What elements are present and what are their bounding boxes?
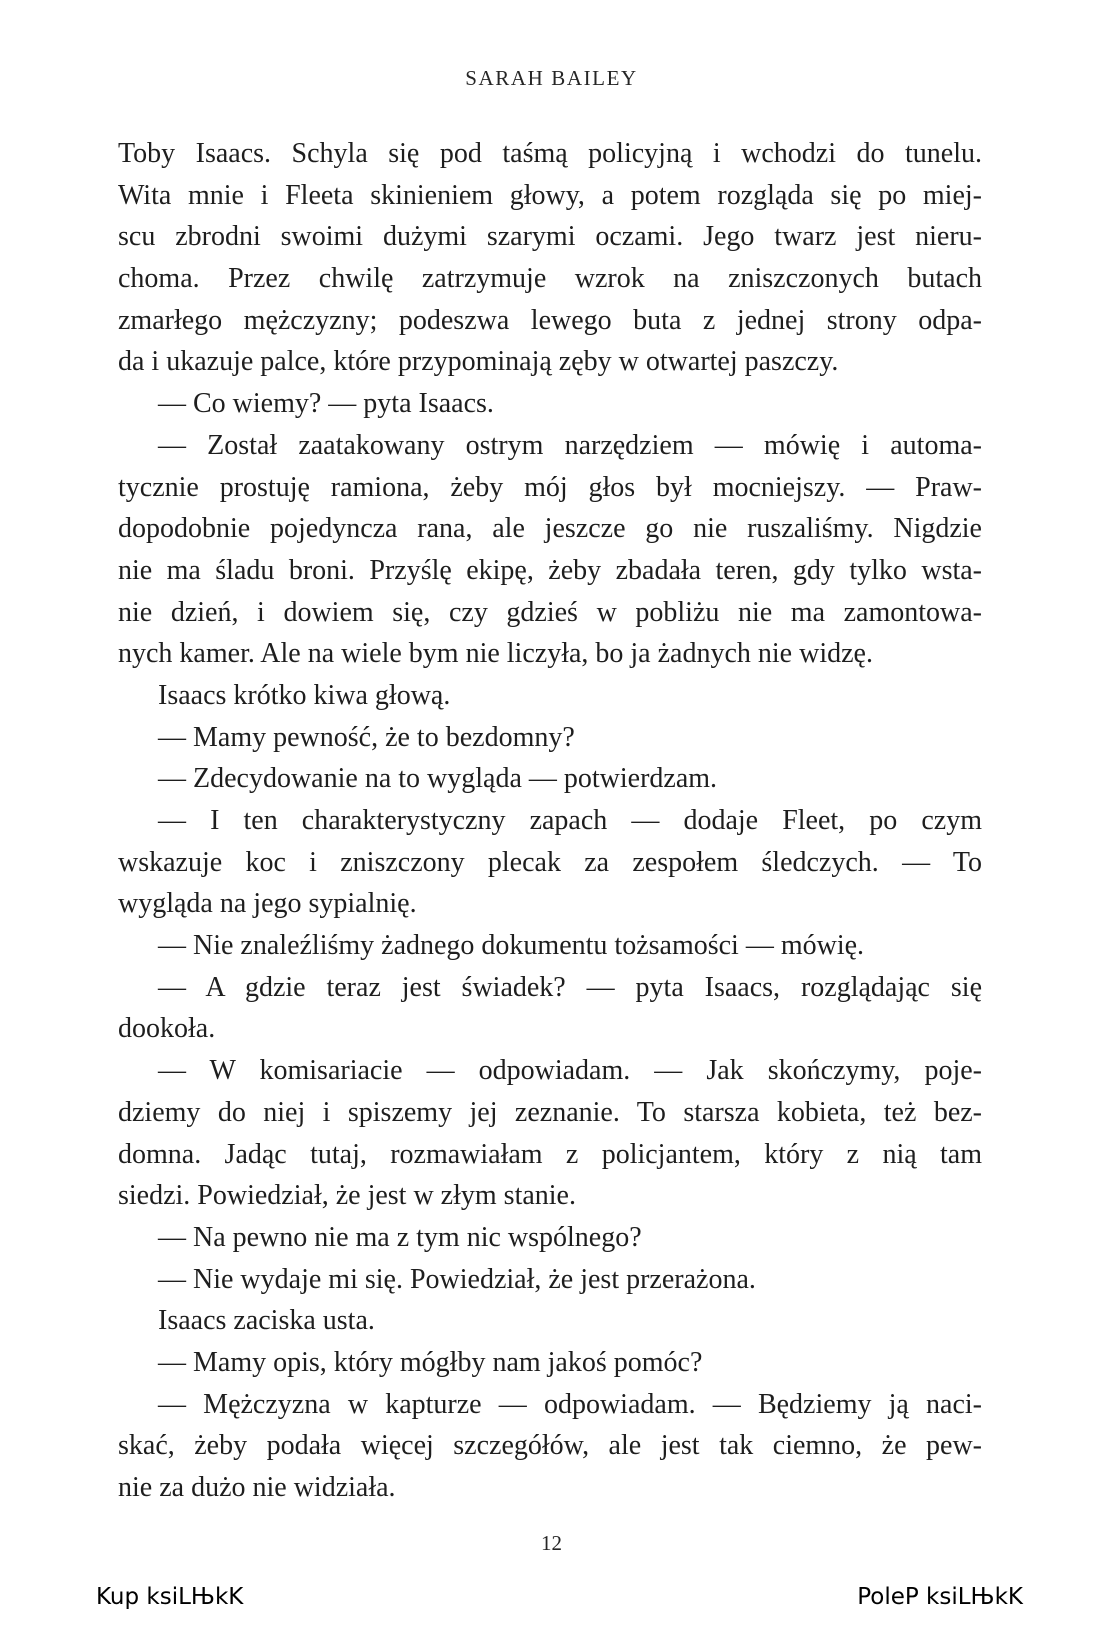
text-line: domna. Jadąc tutaj, rozmawiałam z policjantem, który z nią tam xyxy=(118,1138,982,1170)
text-line: — Na pewno nie ma z tym nic wspólnego? xyxy=(158,1221,642,1253)
text-line: nie ma śladu broni. Przyślę ekipę, żeby zbadała teren, gdy tylko wsta- xyxy=(118,554,982,586)
text-line: choma. Przez chwilę zatrzymuje wzrok na zniszczonych butach xyxy=(118,263,982,295)
text-line: wskazuje koc i zniszczony plecak za zespołem śledczych. — To xyxy=(118,846,982,878)
text-line: — I ten charakterystyczny zapach — dodaje Fleet, po czym xyxy=(158,805,982,836)
text-line: — Zdecydowanie na to wygląda — potwierdzam. xyxy=(158,763,718,795)
text-line: — Mamy opis, który mógłby nam jakoś pomóc? xyxy=(158,1346,703,1378)
text-line: — Nie znaleźliśmy żadnego dokumentu tożsamości — mówię. xyxy=(158,930,865,962)
text-line: — Nie wydaje mi się. Powiedział, że jest przerażona. xyxy=(158,1263,756,1295)
running-head: SARAH BAILEY xyxy=(465,66,638,90)
text-line: — Co wiemy? — pyta Isaacs. xyxy=(158,388,494,420)
text-line: — Mamy pewność, że to bezdomny? xyxy=(158,721,575,753)
text-line: skać, żeby podała więcej szczegółów, ale jest tak ciemno, że pew- xyxy=(118,1430,982,1462)
text-line: Isaacs krótko kiwa głową. xyxy=(158,679,451,711)
buy-book-link[interactable]: Kup ksiLЊkK xyxy=(96,1584,244,1610)
text-line: nie dzień, i dowiem się, czy gdzieś w pobliżu nie ma zamontowa- xyxy=(118,596,982,628)
text-line: dookoła. xyxy=(118,1013,216,1045)
text-line: Toby Isaacs. Schyla się pod taśmą policyjną i wchodzi do tunelu. xyxy=(118,138,982,169)
page-number: 12 xyxy=(541,1531,562,1555)
text-line: — Został zaatakowany ostrym narzędziem — mówię i automa- xyxy=(158,429,982,461)
body-text xyxy=(118,133,982,1509)
text-line: wygląda na jego sypialnię. xyxy=(118,888,417,920)
text-line: — A gdzie teraz jest świadek? — pyta Isaacs, rozglądając się xyxy=(158,971,982,1003)
text-line: da i ukazuje palce, które przypominają zęby w otwartej paszczy. xyxy=(118,346,839,378)
text-line: dziemy do niej i spiszemy jej zeznanie. To starsza kobieta, też bez- xyxy=(118,1096,982,1128)
recommend-book-link[interactable]: PoleP ksiLЊkK xyxy=(857,1584,1023,1610)
text-line: nie za dużo nie widziała. xyxy=(118,1472,396,1503)
text-line: siedzi. Powiedział, że jest w złym stanie. xyxy=(118,1180,576,1212)
text-line: — W komisariacie — odpowiadam. — Jak skończymy, poje- xyxy=(158,1055,982,1087)
text-line: nych kamer. Ale na wiele bym nie liczyła, bo ja żadnych nie widzę. xyxy=(118,638,873,670)
text-line: Wita mnie i Fleeta skinieniem głowy, a potem rozgląda się po miej- xyxy=(118,179,982,211)
text-line: zmarłego mężczyzny; podeszwa lewego buta z jednej strony odpa- xyxy=(118,304,982,336)
text-line: — Mężczyzna w kapturze — odpowiadam. — Będziemy ją naci- xyxy=(158,1388,982,1420)
text-line: dopodobnie pojedyncza rana, ale jeszcze go nie ruszaliśmy. Nigdzie xyxy=(118,513,982,545)
text-line: tycznie prostuję ramiona, żeby mój głos był mocniejszy. — Praw- xyxy=(118,471,982,503)
text-line: scu zbrodni swoimi dużymi szarymi oczami. Jego twarz jest nieru- xyxy=(118,221,982,253)
text-line: Isaacs zaciska usta. xyxy=(158,1305,375,1337)
